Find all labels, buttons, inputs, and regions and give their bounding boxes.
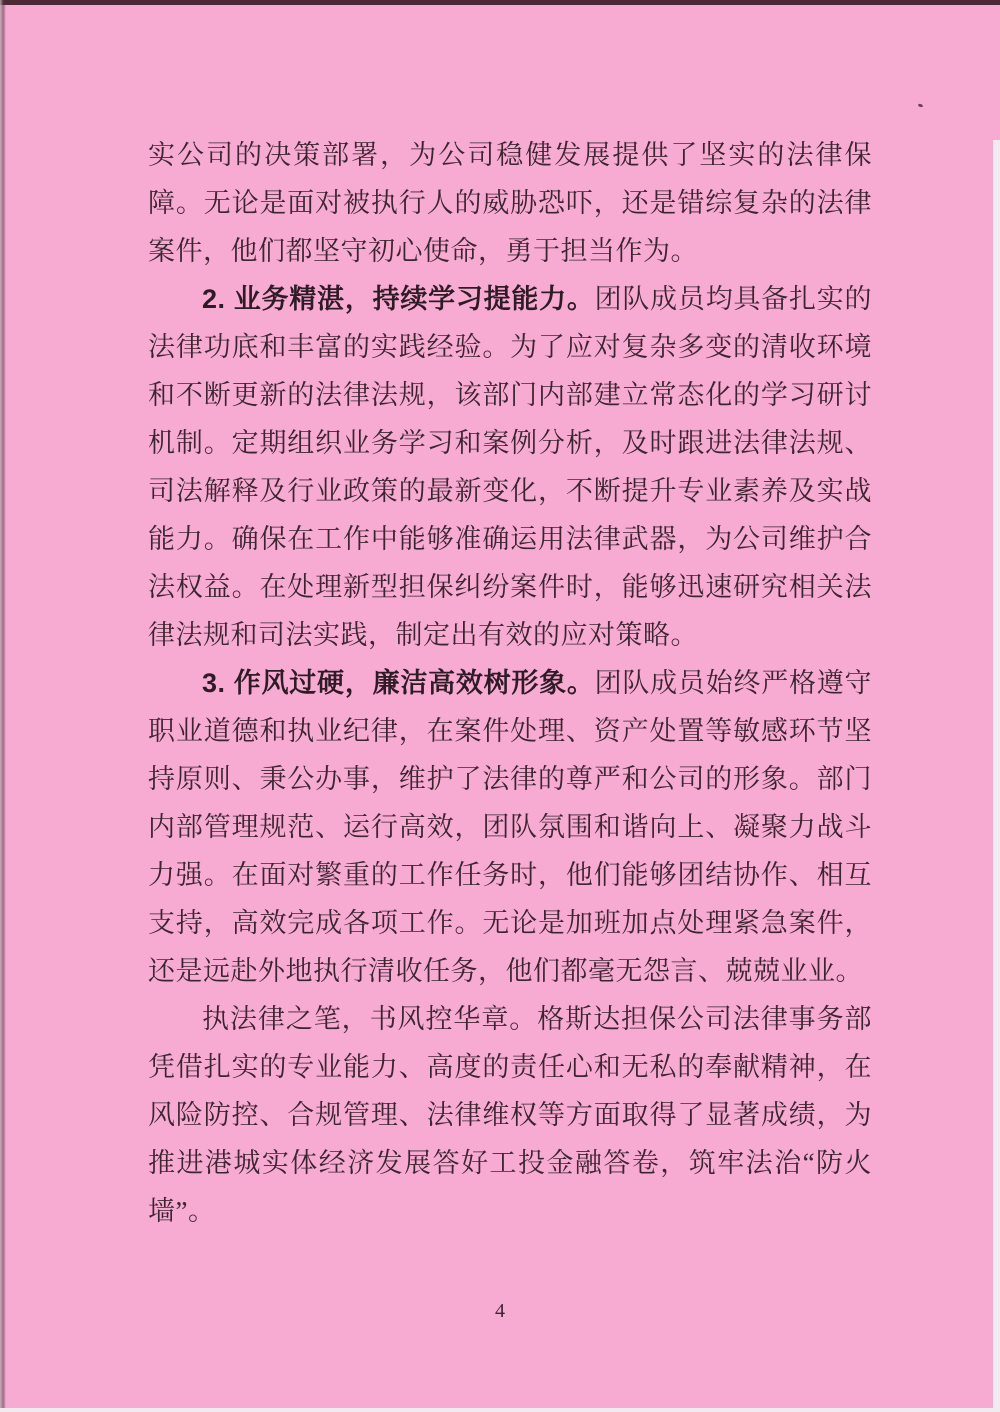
document-body [148, 131, 872, 1235]
scan-speck [918, 103, 924, 108]
section-heading: 3. 作风过硬，廉洁高效树形象。 [202, 668, 595, 698]
paragraph [148, 131, 872, 275]
page-number: 4 [495, 1300, 505, 1322]
scan-edge-left [0, 0, 6, 1412]
section-heading: 2. 业务精湛，持续学习提能力。 [202, 284, 595, 314]
paragraph-text: 团队成员始终严格遵守职业道德和执业纪律，在案件处理、资产处置等敏感环节坚持原则、秉公办事，维护了法律的尊严和公司的形象。部门内部管理规范、运行高效，团队氛围和谐向上、凝聚力战斗力强。在面对繁重的工作任务时，他们能够团结协作、相互支持，高效完成各项工作。无论是加班加点处理紧急案件，还是远赴外地执行清收任务，他们都毫无怨言、兢兢业业。 [148, 668, 872, 986]
scan-edge-bottom [0, 1408, 1000, 1412]
scan-edge-right [993, 140, 1000, 1412]
page-footer [0, 1300, 1000, 1323]
paragraph [148, 995, 872, 1235]
paragraph-text: 实公司的决策部署，为公司稳健发展提供了坚实的法律保障。无论是面对被执行人的威胁恐吓，还是错综复杂的法律案件，他们都坚守初心使命，勇于担当作为。 [148, 140, 872, 266]
paragraph [148, 659, 872, 995]
paragraph-text: 团队成员均具备扎实的法律功底和丰富的实践经验。为了应对复杂多变的清收环境和不断更新的法律法规，该部门内部建立常态化的学习研讨机制。定期组织业务学习和案例分析，及时跟进法律法规、司法解释及行业政策的最新变化，不断提升专业素养及实战能力。确保在工作中能够准确运用法律武器，为公司维护合法权益。在处理新型担保纠纷案件时，能够迅速研究相关法律法规和司法实践，制定出有效的应对策略。 [148, 284, 872, 650]
scan-edge-top [0, 0, 1000, 5]
paragraph [148, 275, 872, 659]
paragraph-text: 执法律之笔，书风控华章。格斯达担保公司法律事务部凭借扎实的专业能力、高度的责任心和无私的奉献精神，在风险防控、合规管理、法律维权等方面取得了显著成绩，为推进港城实体经济发展答好工投金融答卷，筑牢法治“防火墙”。 [148, 1004, 872, 1226]
